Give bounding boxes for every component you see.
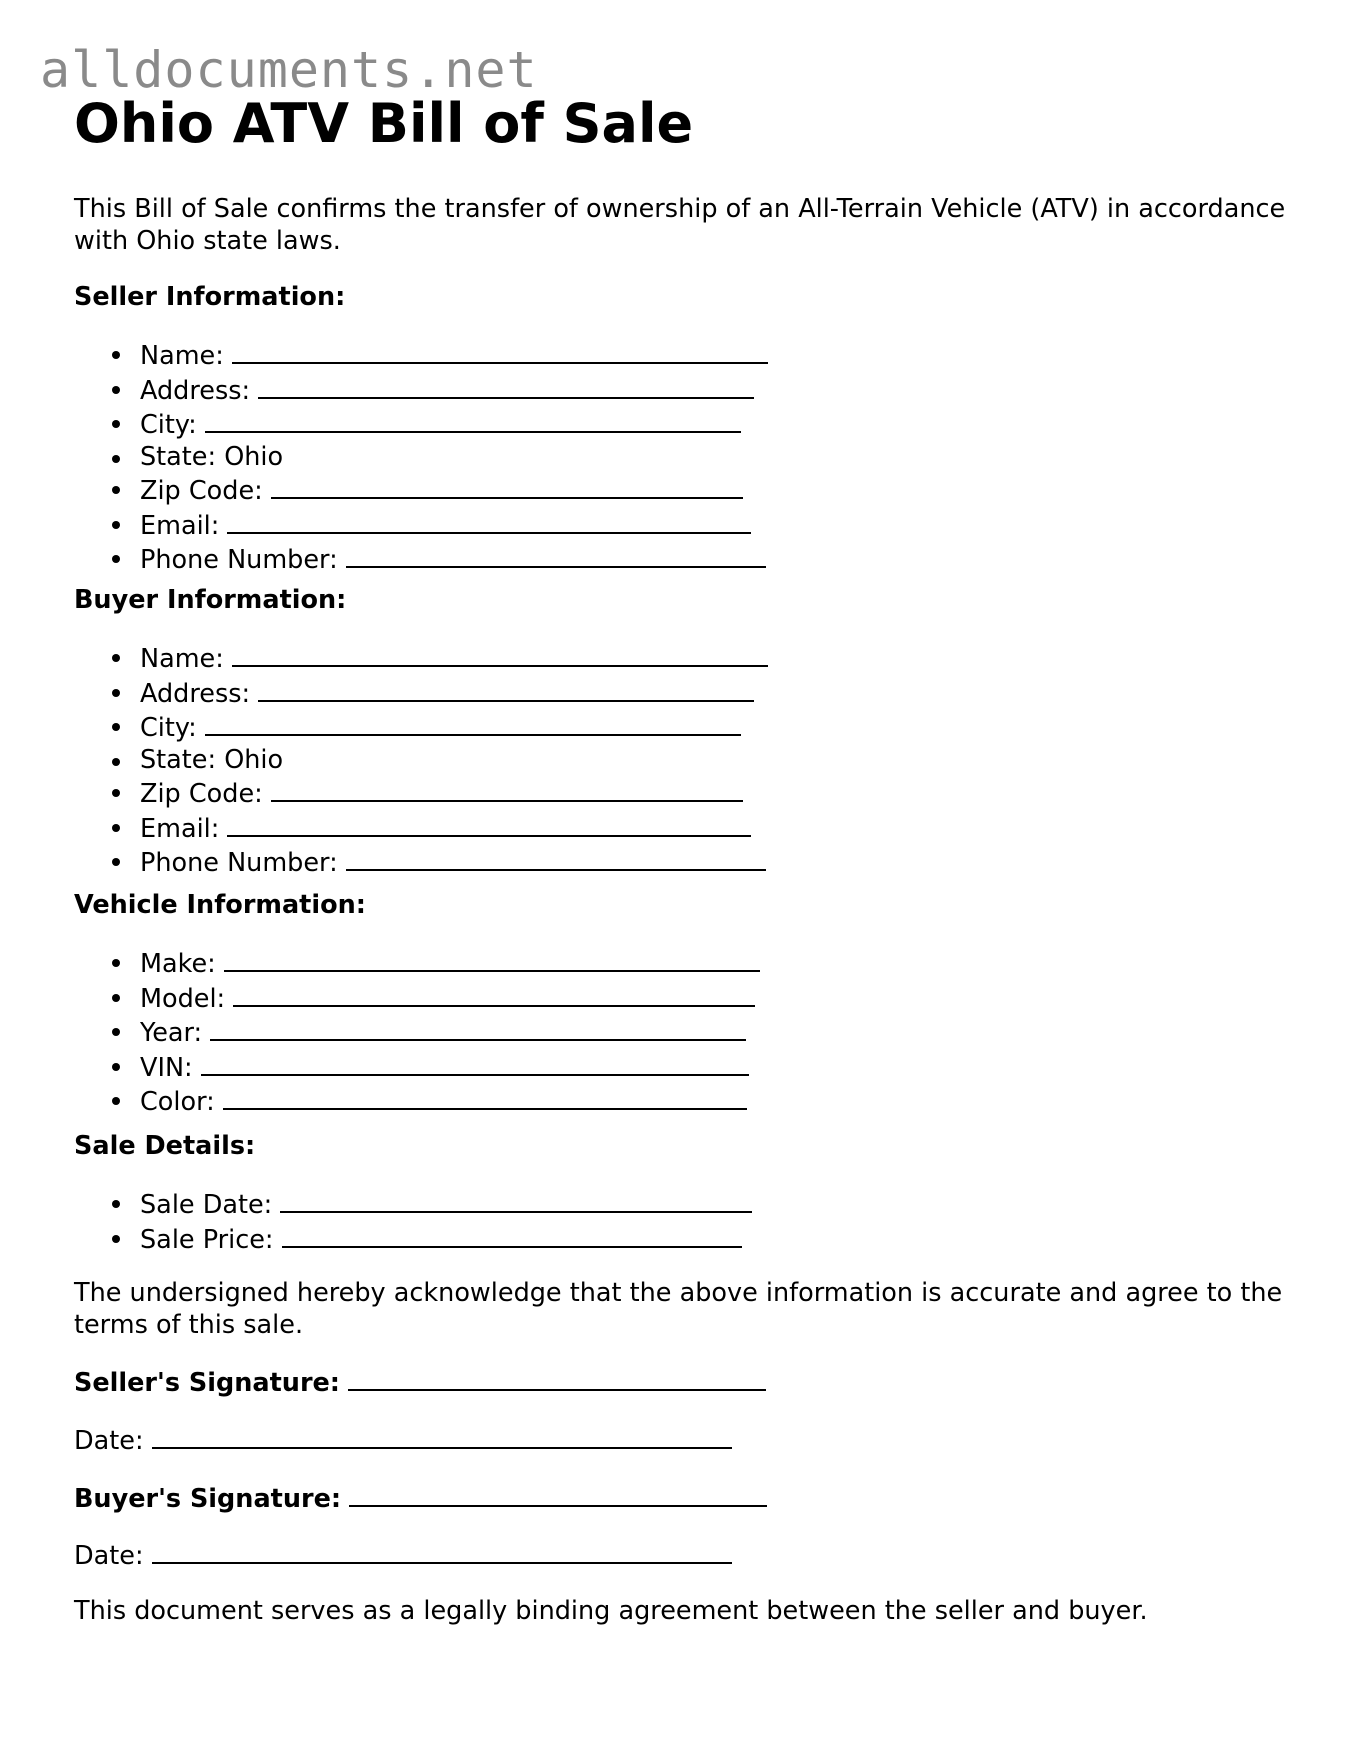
vehicle-vin-label: VIN: <box>140 1052 193 1083</box>
vehicle-model-label: Model: <box>140 983 226 1014</box>
vehicle-color-label: Color: <box>140 1087 215 1117</box>
buyer-name-label: Name: <box>140 644 224 674</box>
seller-address-label: Address: <box>140 375 251 406</box>
seller-city-label: City: <box>140 410 197 440</box>
seller-name-label: Name: <box>140 341 224 371</box>
seller-phone-label: Phone Number: <box>140 545 338 575</box>
vehicle-model-field[interactable] <box>140 981 760 1016</box>
sale-price-label: Sale Price: <box>140 1224 274 1255</box>
buyer-state-label: State: Ohio <box>140 744 284 775</box>
vehicle-vin-field[interactable] <box>140 1050 760 1085</box>
seller-email-field[interactable] <box>140 508 768 543</box>
sale-section-heading: Sale Details: <box>74 1131 256 1161</box>
buyer-section-heading: Buyer Information: <box>74 585 347 615</box>
buyer-date-line[interactable] <box>74 1538 732 1573</box>
seller-name-blank[interactable] <box>232 338 768 364</box>
vehicle-year-blank[interactable] <box>210 1015 746 1041</box>
sale-price-field[interactable] <box>140 1222 752 1257</box>
acknowledgement-paragraph: The undersigned hereby acknowledge that the above information is accurate and agree to the terms of this sale. <box>74 1278 1283 1340</box>
closing-statement: This document serves as a legally binding agreement between the seller and buyer. <box>74 1596 1148 1626</box>
buyer-zip-label: Zip Code: <box>140 779 263 809</box>
buyer-zip-field[interactable] <box>140 776 768 811</box>
buyer-city-label: City: <box>140 713 197 743</box>
intro-paragraph: This Bill of Sale confirms the transfer of ownership of an All-Terrain Vehicle (ATV) in accordance with Ohio state laws. <box>74 194 1286 256</box>
watermark: alldocuments.net <box>40 41 538 99</box>
buyer-date-label: Date: <box>74 1541 144 1571</box>
vehicle-model-blank[interactable] <box>233 981 755 1007</box>
buyer-city-blank[interactable] <box>205 710 741 736</box>
seller-date-label: Date: <box>74 1426 144 1456</box>
buyer-phone-field[interactable] <box>140 845 768 880</box>
vehicle-make-label: Make: <box>140 949 216 979</box>
seller-state-label: State: Ohio <box>140 441 284 472</box>
buyer-field-list <box>74 641 768 880</box>
seller-email-blank[interactable] <box>227 508 751 534</box>
buyer-address-field[interactable] <box>140 676 768 711</box>
buyer-city-field[interactable] <box>140 710 768 745</box>
sale-date-field[interactable] <box>140 1187 752 1222</box>
vehicle-color-blank[interactable] <box>223 1084 747 1110</box>
buyer-phone-label: Phone Number: <box>140 848 338 878</box>
seller-phone-blank[interactable] <box>346 542 766 568</box>
vehicle-field-list <box>74 946 760 1119</box>
seller-address-blank[interactable] <box>258 373 754 399</box>
seller-state-field <box>140 442 768 474</box>
sale-date-blank[interactable] <box>280 1187 752 1213</box>
seller-date-line[interactable] <box>74 1423 732 1458</box>
seller-city-blank[interactable] <box>205 407 741 433</box>
buyer-signature-blank[interactable] <box>349 1481 767 1507</box>
vehicle-make-blank[interactable] <box>224 946 760 972</box>
seller-signature-blank[interactable] <box>348 1365 766 1391</box>
seller-city-field[interactable] <box>140 407 768 442</box>
seller-date-blank[interactable] <box>152 1423 732 1449</box>
seller-field-list <box>74 338 768 577</box>
buyer-phone-blank[interactable] <box>346 845 766 871</box>
document-title: Ohio ATV Bill of Sale <box>74 92 694 155</box>
seller-zip-label: Zip Code: <box>140 476 263 506</box>
seller-phone-field[interactable] <box>140 542 768 577</box>
buyer-address-label: Address: <box>140 678 251 709</box>
sale-price-blank[interactable] <box>282 1222 742 1248</box>
vehicle-make-field[interactable] <box>140 946 760 981</box>
buyer-email-field[interactable] <box>140 811 768 846</box>
buyer-email-label: Email: <box>140 813 220 844</box>
vehicle-vin-blank[interactable] <box>201 1050 749 1076</box>
seller-email-label: Email: <box>140 510 220 541</box>
buyer-email-blank[interactable] <box>227 811 751 837</box>
seller-section-heading: Seller Information: <box>74 282 346 312</box>
seller-name-field[interactable] <box>140 338 768 373</box>
buyer-address-blank[interactable] <box>258 676 754 702</box>
buyer-state-field <box>140 745 768 777</box>
vehicle-color-field[interactable] <box>140 1084 760 1119</box>
buyer-date-blank[interactable] <box>152 1538 732 1564</box>
seller-signature-label: Seller's Signature: <box>74 1368 341 1398</box>
vehicle-year-label: Year: <box>140 1018 203 1048</box>
buyer-signature-label: Buyer's Signature: <box>74 1484 342 1514</box>
seller-signature-line[interactable] <box>74 1365 766 1400</box>
seller-zip-blank[interactable] <box>271 473 743 499</box>
seller-address-field[interactable] <box>140 373 768 408</box>
vehicle-section-heading: Vehicle Information: <box>74 890 366 920</box>
sale-field-list <box>74 1187 752 1256</box>
sale-date-label: Sale Date: <box>140 1190 273 1220</box>
buyer-zip-blank[interactable] <box>271 776 743 802</box>
buyer-name-blank[interactable] <box>232 641 768 667</box>
seller-zip-field[interactable] <box>140 473 768 508</box>
vehicle-year-field[interactable] <box>140 1015 760 1050</box>
buyer-name-field[interactable] <box>140 641 768 676</box>
buyer-signature-line[interactable] <box>74 1481 767 1516</box>
